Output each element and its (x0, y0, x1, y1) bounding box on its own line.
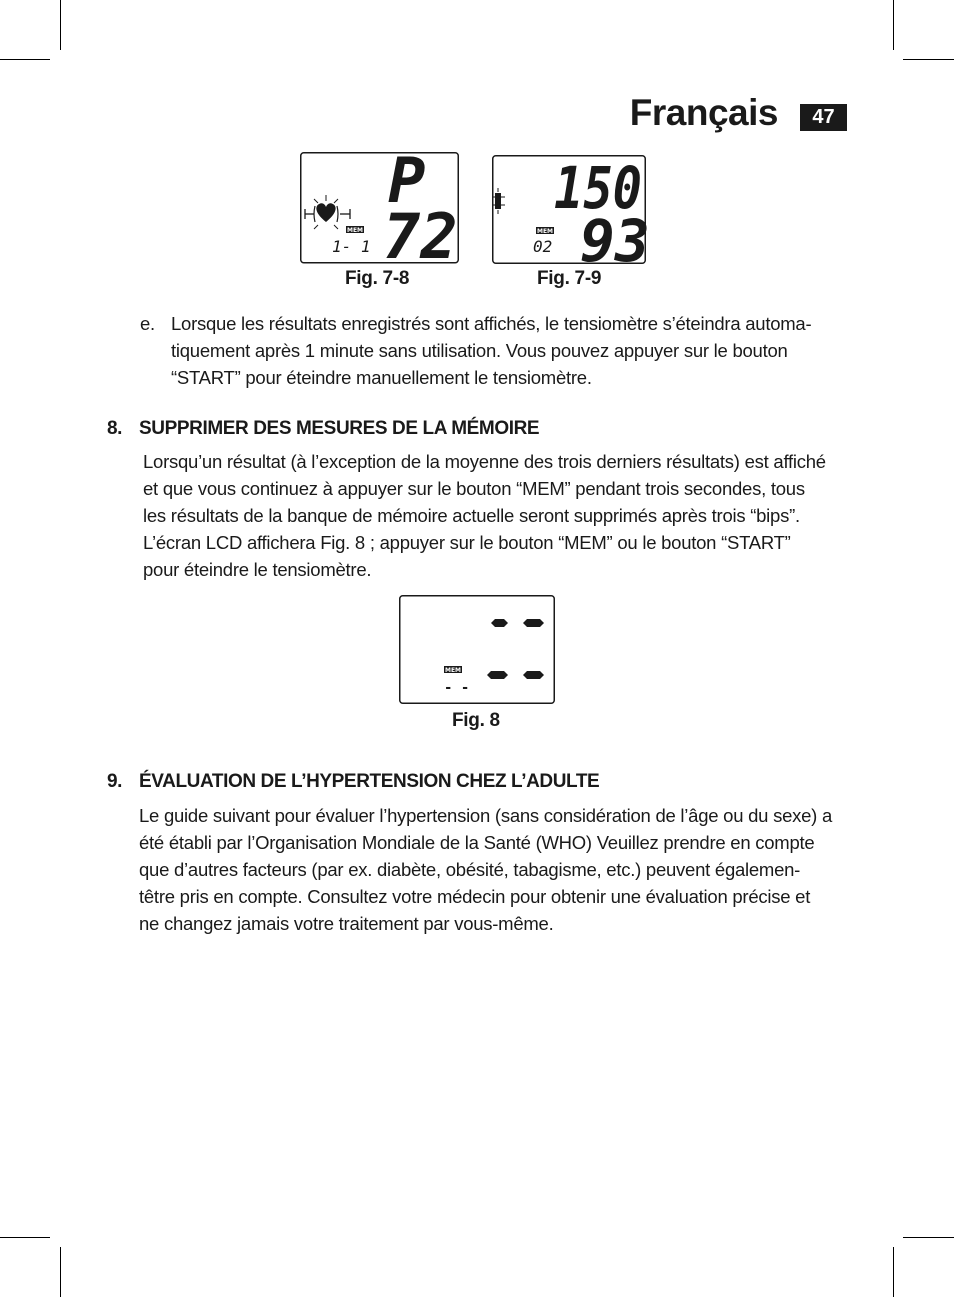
lcd-top-value: P (388, 144, 426, 217)
text-line: Le guide suivant pour évaluer l’hypertension (sans considération de l’âge ou du sexe) a (139, 805, 833, 826)
crop-mark (0, 59, 50, 60)
section-title: ÉVALUATION DE L’HYPERTENSION CHEZ L’ADULTE (139, 771, 600, 792)
text-line: “START” pour éteindre manuellement le tensiomètre. (171, 367, 592, 388)
lcd-bottom-value: 72 (383, 200, 458, 273)
text-line: têtre pris en compte. Consultez votre médecin pour obtenir une évaluation précise et (139, 886, 811, 907)
section-heading-8 (107, 418, 539, 440)
lcd-display-fig-7-9 (492, 154, 650, 275)
text-line: pour éteindre le tensiomètre. (143, 559, 372, 580)
crop-mark (893, 0, 894, 50)
memory-index: 1- 1 (332, 237, 371, 256)
text-line: L’écran LCD affichera Fig. 8 ; appuyer sur le bouton “MEM” ou le bouton “START” (143, 532, 791, 553)
memory-index: 02 (533, 237, 553, 256)
memory-index: - - (444, 680, 470, 696)
text-line: été établi par l’Organisation Mondiale de la Santé (WHO) Veuillez prendre en compte (139, 832, 815, 853)
mem-label: MEM (536, 228, 554, 235)
lcd-display-fig-8 (399, 595, 556, 705)
text-line: ne changez jamais votre traitement par vous-même. (139, 913, 554, 934)
section-8-body (143, 448, 848, 583)
page-number: 47 (800, 104, 847, 131)
crop-mark (60, 0, 61, 50)
page-title: Français (629, 92, 778, 133)
crop-mark (0, 1237, 50, 1238)
text-line: Lorsque les résultats enregistrés sont affichés, le tensiomètre s’éteindra automa- (171, 313, 812, 334)
crop-mark (903, 1237, 954, 1238)
figure-caption: Fig. 7-9 (537, 268, 602, 289)
text-line: les résultats de la banque de mémoire actuelle seront supprimés après trois “bips”. (143, 505, 800, 526)
paragraph-e (171, 310, 851, 391)
figure-caption: Fig. 8 (452, 710, 500, 731)
figure-caption: Fig. 7-8 (345, 268, 410, 289)
crop-mark (60, 1247, 61, 1297)
lcd-top-value: 150 (554, 154, 642, 222)
section-title: SUPPRIMER DES MESURES DE LA MÉMOIRE (139, 418, 540, 439)
crop-mark (893, 1247, 894, 1297)
lcd-bottom-value: 93 (580, 207, 650, 275)
mem-label: MEM (444, 667, 462, 674)
section-heading-9 (107, 771, 599, 793)
mem-label: MEM (346, 227, 364, 234)
crop-mark (903, 59, 954, 60)
lcd-display-fig-7-8 (300, 144, 460, 273)
text-line: tiquement après 1 minute sans utilisation. Vous pouvez appuyer sur le bouton (171, 340, 788, 361)
text-line: Lorsqu’un résultat (à l’exception de la moyenne des trois derniers résultats) est affiché (143, 451, 826, 472)
section-number: 9. (107, 771, 123, 792)
list-item-marker: e. (140, 313, 155, 334)
text-line: que d’autres facteurs (par ex. diabète, obésité, tabagisme, etc.) peuvent égalemen- (139, 859, 801, 880)
section-number: 8. (107, 418, 123, 439)
text-line: et que vous continuez à appuyer sur le bouton “MEM” pendant trois secondes, tous (143, 478, 805, 499)
section-9-body (139, 802, 851, 937)
